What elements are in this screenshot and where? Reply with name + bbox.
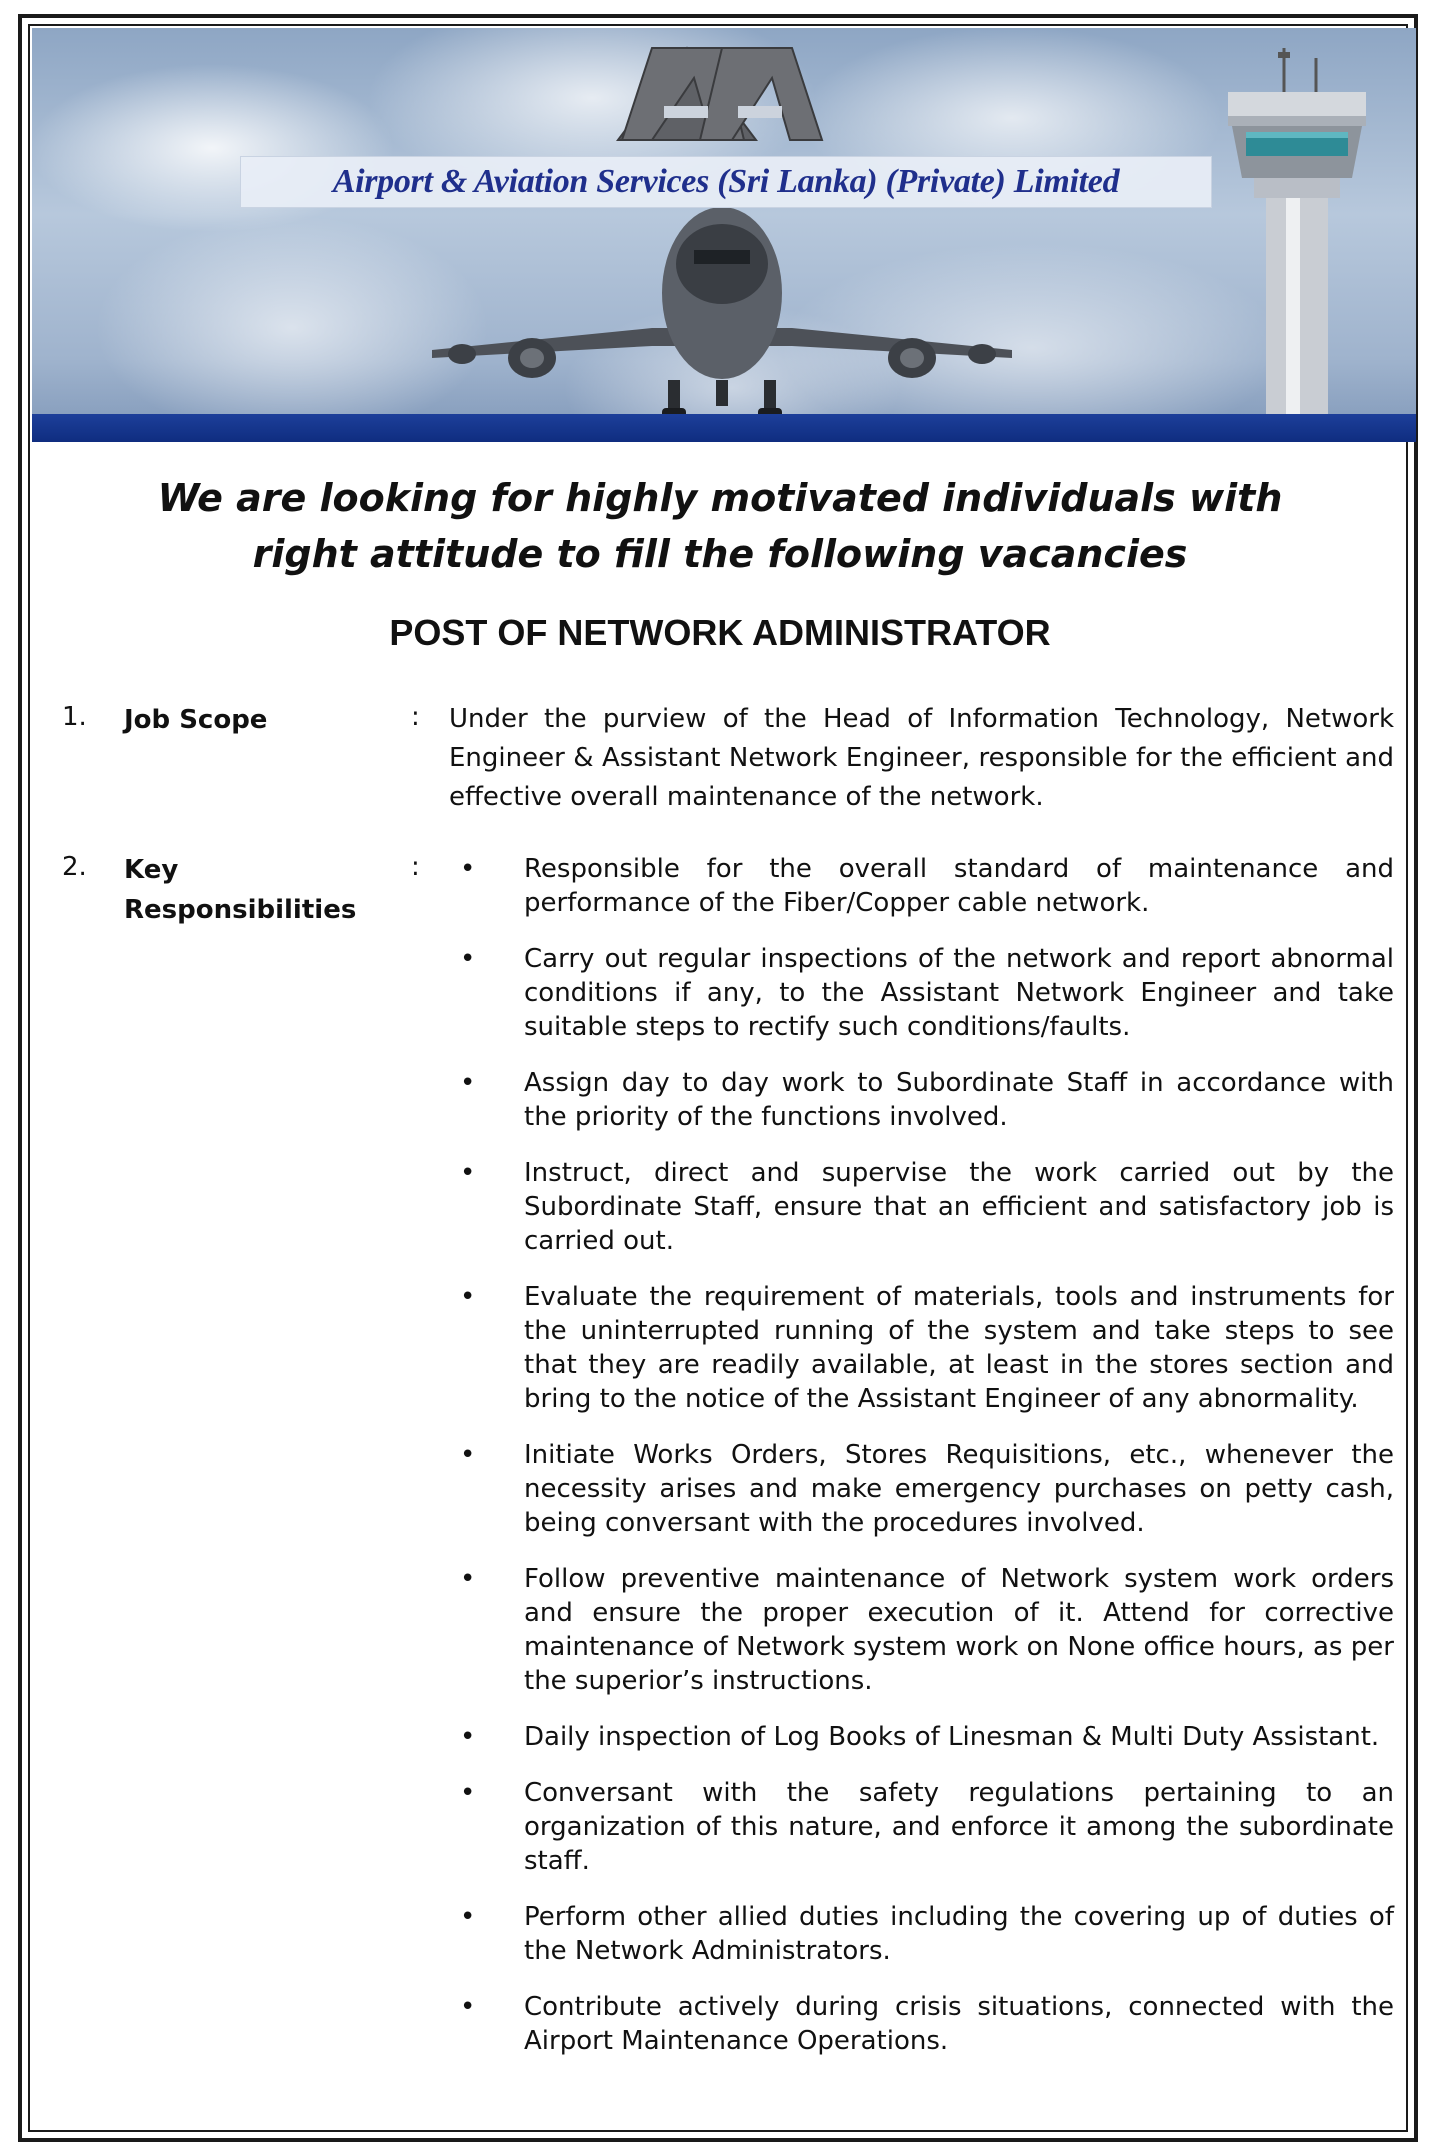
bullet-icon: • <box>460 1722 476 1752</box>
bullet-icon: • <box>460 944 476 974</box>
list-item: • Instruct, direct and supervise the work carried out by the Subordinate Staff, ensure that an efficient and satisfactory job is carried out. <box>460 1158 1394 1256</box>
bullet-icon: • <box>460 1992 476 2022</box>
section-label: Job Scope <box>124 705 268 735</box>
bullet-icon: • <box>460 1564 476 1594</box>
banner-illustration <box>32 28 1416 442</box>
list-item: • Responsible for the overall standard of maintenance and performance of the Fiber/Copper cable network. <box>460 854 1394 918</box>
header-banner <box>32 28 1416 442</box>
control-tower-icon <box>1228 48 1366 438</box>
list-item: • Assign day to day work to Subordinate Staff in accordance with the priority of the functions involved. <box>460 1068 1394 1132</box>
job-scope-text: Under the purview of the Head of Information Technology, Network Engineer & Assistant Network Engineer, responsible for the efficient and effective overall maintenance of the network. <box>449 704 1394 812</box>
airplane-icon <box>432 207 1012 420</box>
bullet-icon: • <box>460 1902 476 1932</box>
bullet-icon: • <box>460 1068 476 1098</box>
list-item: • Initiate Works Orders, Stores Requisitions, etc., whenever the necessity arises and make emergency purchases on petty cash, being conversant with the procedures involved. <box>460 1440 1394 1538</box>
bullet-icon: • <box>460 1158 476 1188</box>
list-item: • Follow preventive maintenance of Network system work orders and ensure the proper execution of it. Attend for corrective maintenance of Network system work on None office hours, as per the superior’s instructions. <box>460 1564 1394 1696</box>
section-label-line-1: Key <box>124 855 179 885</box>
company-name: Airport & Aviation Services (Sri Lanka) (Private) Limited <box>332 163 1120 200</box>
section-number: 2. <box>62 852 87 882</box>
list-item: • Conversant with the safety regulations pertaining to an organization of this nature, and enforce it among the subordinate staff. <box>460 1778 1394 1876</box>
intro-line-2: right attitude to fill the following vacancies <box>252 532 1188 576</box>
bullet-icon: • <box>460 1440 476 1470</box>
section-colon: : <box>411 702 420 732</box>
bullet-icon: • <box>460 1778 476 1808</box>
section-label-line-2: Responsibilities <box>124 895 357 925</box>
intro-tagline <box>80 470 1360 582</box>
list-item: • Contribute actively during crisis situations, connected with the Airport Maintenance Operations. <box>460 1992 1394 2056</box>
list-item: • Carry out regular inspections of the network and report abnormal conditions if any, to the Assistant Network Engineer and take suitable steps to rectify such conditions/faults. <box>460 944 1394 1042</box>
intro-line-1: We are looking for highly motivated individuals with <box>157 476 1283 520</box>
bullet-icon: • <box>460 1282 476 1312</box>
company-name-box <box>240 156 1212 208</box>
aa-logo-icon <box>618 48 822 140</box>
list-item: • Evaluate the requirement of materials, tools and instruments for the uninterrupted running of the system and take steps to see that they are readily available, at least in the stores section and bring to the notice of the Assistant Engineer of any abnormality. <box>460 1282 1394 1414</box>
section-colon: : <box>411 852 420 882</box>
section-label <box>124 850 356 930</box>
responsibilities-list <box>460 852 1394 2080</box>
banner-blue-strip <box>32 414 1416 442</box>
section-number: 1. <box>62 702 87 732</box>
list-item: • Daily inspection of Log Books of Linesman & Multi Duty Assistant. <box>460 1722 1380 1752</box>
post-title: POST OF NETWORK ADMINISTRATOR <box>389 612 1051 653</box>
bullet-icon: • <box>460 854 476 884</box>
list-item: • Perform other allied duties including the covering up of duties of the Network Administrators. <box>460 1902 1394 1966</box>
